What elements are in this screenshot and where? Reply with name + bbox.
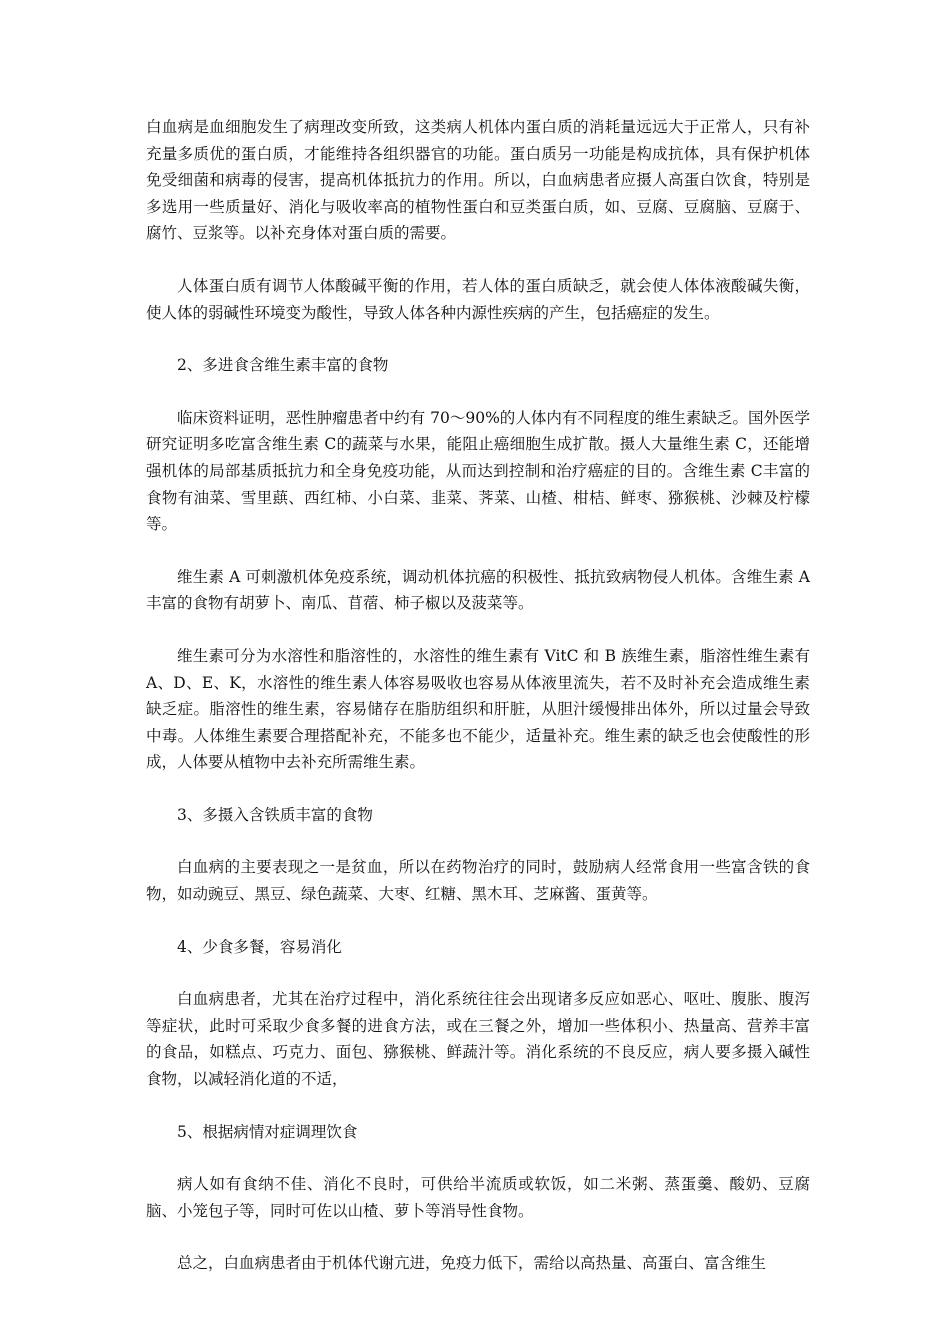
section-heading-vitamins: 2、多进食含维生素丰富的食物 bbox=[177, 356, 389, 375]
paragraph-vitamin-c: 临床资料证明，恶性肿瘤患者中约有 70～90%的人体内有不同程度的维生素缺乏。国外医学研究证明多吃富含维生素 C的蔬菜与水果，能阻止癌细胞生成扩散。摄人大量维生素 C，还能增强机体的局部基质抵抗力和全身免疫功能，从而达到控制和治疗癌症的目的。含维生素 C丰富的食物有油菜、雪里蕻、西红柿、小白菜、韭菜、荠菜、山楂、柑桔、鲜枣、猕猴桃、沙棘及柠檬等。 bbox=[146, 408, 810, 534]
paragraph-vitamin-types: 维生素可分为水溶性和脂溶性的，水溶性的维生素有 VitC 和 B 族维生素，脂溶性维生素有 A、D、E、K，水溶性的维生素人体容易吸收也容易从体液里流失，若不及时补充会造成维生素缺乏症。脂溶性的维生素，容易储存在脂肪组织和肝脏，从胆汁缓慢排出体外，所以过量会导致中毒。人体维生素要合理搭配补充，不能多也不能少，适量补充。维生素的缺乏也会使酸性的形成，人体要从植物中去补充所需维生素。 bbox=[146, 646, 810, 772]
document-body bbox=[146, 114, 810, 1277]
paragraph-protein-acid-base: 人体蛋白质有调节人体酸碱平衡的作用，若人体的蛋白质缺乏，就会使人体体液酸碱失衡，使人体的弱碱性环境变为酸性，导致人体各种内源性疾病的产生，包括癌症的发生。 bbox=[146, 276, 810, 322]
paragraph-summary: 总之，白血病患者由于机体代谢亢进，免疫力低下，需给以高热量、高蛋白、富含维生 bbox=[177, 1254, 767, 1273]
section-heading-iron: 3、多摄入含铁质丰富的食物 bbox=[177, 805, 373, 824]
paragraph-vitamin-a: 维生素 A 可刺激机体免疫系统，调动机体抗癌的积极性、抵抗致病物侵人机体。含维生素 A丰富的食物有胡萝卜、南瓜、苜蓿、柿子椒以及菠菜等。 bbox=[146, 567, 810, 613]
paragraph-small-meals: 白血病患者，尤其在治疗过程中，消化系统往往会出现诸多反应如恶心、呕吐、腹胀、腹泻等症状，此时可采取少食多餐的进食方法，或在三餐之外，增加一些体积小、热量高、营养丰富的食品，如糕点、巧克力、面包、猕猴桃、鲜蔬汁等。消化系统的不良反应，病人要多摄入碱性食物，以减轻消化道的不适， bbox=[146, 990, 810, 1089]
paragraph-iron: 白血病的主要表现之一是贫血，所以在药物治疗的同时，鼓励病人经常食用一些富含铁的食物，如动豌豆、黑豆、绿色蔬菜、大枣、红糖、黑木耳、芝麻酱、蛋黄等。 bbox=[146, 858, 810, 904]
section-heading-diet-by-condition: 5、根据病情对症调理饮食 bbox=[177, 1122, 358, 1141]
paragraph-protein-intro: 白血病是血细胞发生了病理改变所致，这类病人机体内蛋白质的消耗量远远大于正常人，只有补充量多质优的蛋白质，才能维持各组织器官的功能。蛋白质另一功能是构成抗体，具有保护机体免受细菌和病毒的侵害，提高机体抵抗力的作用。所以，白血病患者应摄人高蛋白饮食，特别是多选用一些质量好、消化与吸收率高的植物性蛋白和豆类蛋白质，如、豆腐、豆腐脑、豆腐于、腐竹、豆浆等。以补充身体对蛋白质的需要。 bbox=[146, 118, 810, 243]
paragraph-diet-by-condition: 病人如有食纳不佳、消化不良时，可供给半流质或软饭，如二米粥、蒸蛋羹、酸奶、豆腐脑、小笼包子等，同时可佐以山楂、萝卜等消导性食物。 bbox=[146, 1175, 810, 1220]
section-heading-small-meals: 4、少食多餐，容易消化 bbox=[177, 937, 342, 956]
